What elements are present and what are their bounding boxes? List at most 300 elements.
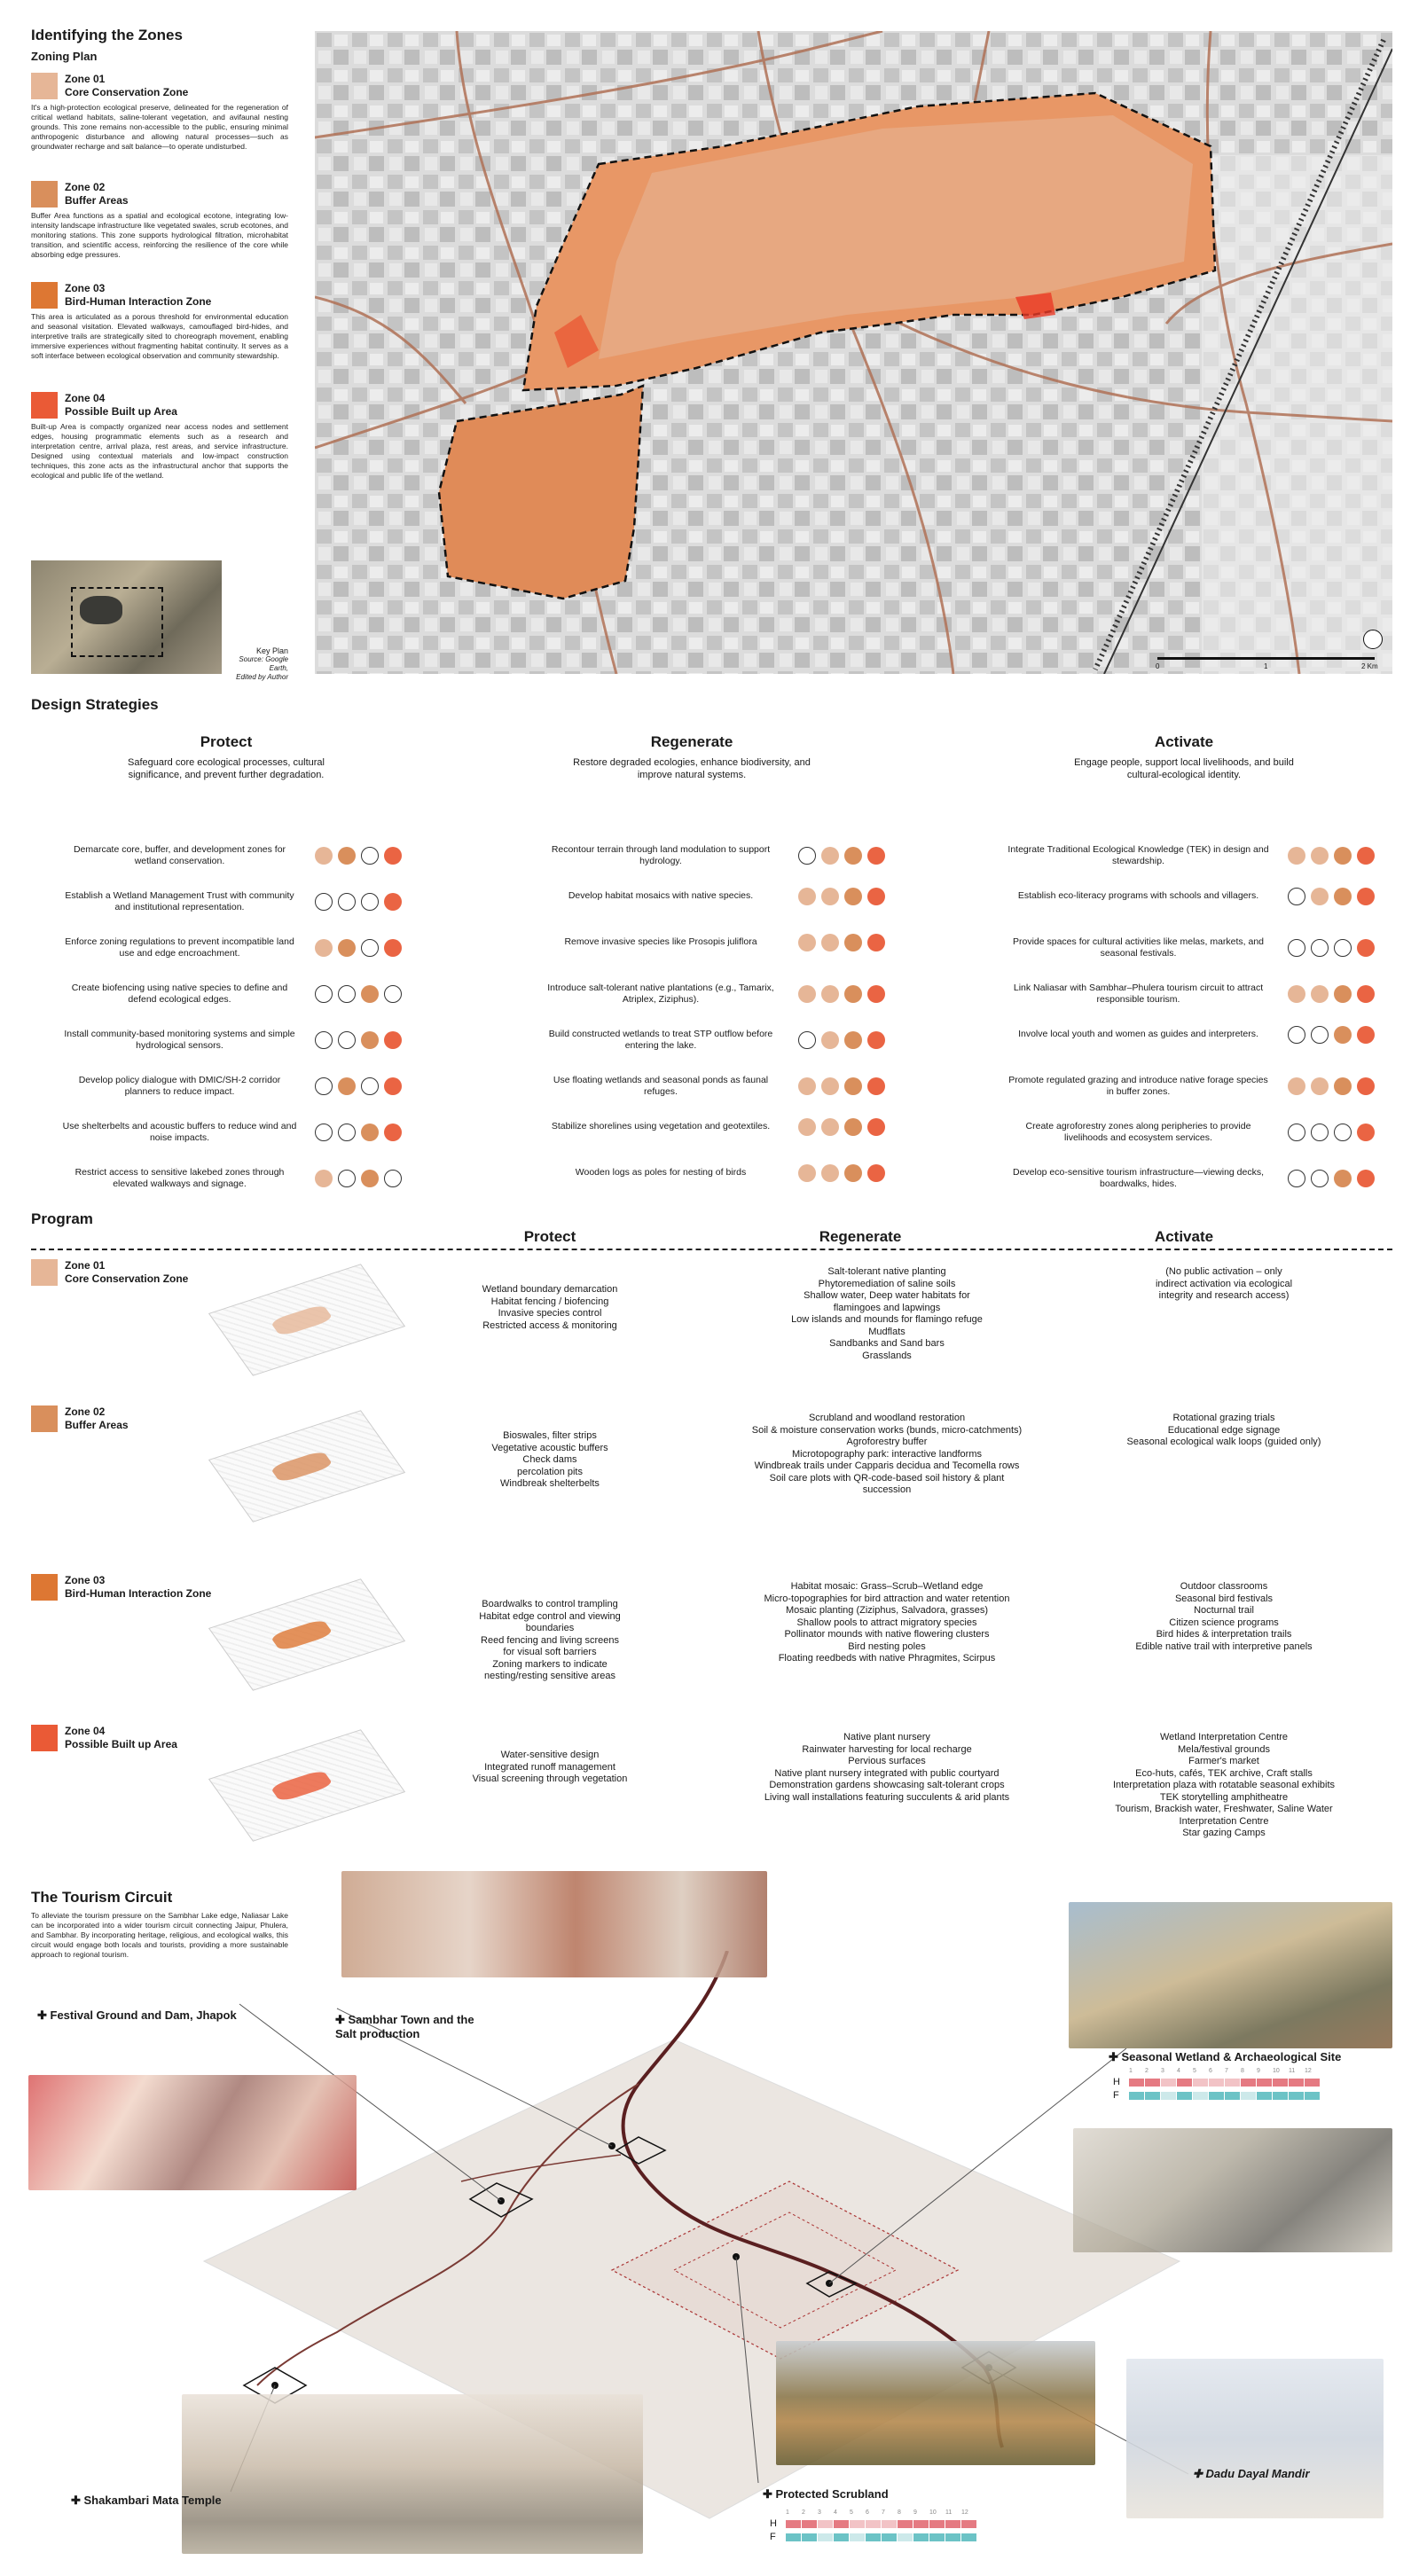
scale-label-2: 2 Km bbox=[1361, 662, 1378, 670]
priority-dot bbox=[1288, 1026, 1305, 1044]
hf-cell bbox=[1257, 2079, 1272, 2087]
priority-dots bbox=[798, 1031, 885, 1049]
priority-dots bbox=[798, 1077, 885, 1095]
program-zone-row bbox=[31, 1574, 1392, 1707]
priority-dot bbox=[1357, 888, 1375, 905]
hf-row-label: F bbox=[1113, 2090, 1119, 2101]
hf-cell bbox=[961, 2533, 976, 2541]
hf-cell bbox=[1145, 2092, 1160, 2100]
hf-cell bbox=[1209, 2092, 1224, 2100]
priority-dot bbox=[361, 939, 379, 957]
callout-festival: ✚ Festival Ground and Dam, Jhapok bbox=[37, 2008, 237, 2022]
tourism-desc: To alleviate the tourism pressure on the Sambhar Lake edge, Naliasar Lake can be incorporated into a wider tourism circuit connecting Jaipur, Phulera, and Sambhar. By incorporating heritage, religious, and ecological walks, this circuit would engage both locals and tourists, providing a more sustainable approach to regional tourism. bbox=[31, 1911, 288, 1959]
priority-dot bbox=[361, 1077, 379, 1095]
strategy-row bbox=[1007, 1029, 1385, 1040]
month-label: 2 bbox=[1145, 2068, 1149, 2074]
priority-dot bbox=[1357, 939, 1375, 957]
zoning-map-svg bbox=[315, 31, 1392, 674]
priority-dots bbox=[315, 939, 402, 957]
strategy-text: Promote regulated grazing and introduce native forage species in buffer zones. bbox=[1008, 1075, 1268, 1097]
priority-dot bbox=[315, 1031, 333, 1049]
priority-dot bbox=[867, 1031, 885, 1049]
priority-dot bbox=[798, 985, 816, 1003]
priority-dots bbox=[798, 888, 885, 905]
strategy-row bbox=[62, 890, 412, 913]
strategy-row bbox=[541, 1029, 896, 1052]
hf-cell bbox=[1177, 2079, 1192, 2087]
strategy-text: Build constructed wetlands to treat STP outflow before entering the lake. bbox=[548, 1029, 773, 1051]
priority-dots bbox=[798, 847, 885, 865]
priority-dot bbox=[798, 1118, 816, 1136]
hf-cell bbox=[818, 2533, 833, 2541]
priority-dot bbox=[315, 939, 333, 957]
month-label: 12 bbox=[1305, 2068, 1312, 2074]
hf-cell bbox=[1241, 2092, 1256, 2100]
priority-dot bbox=[821, 1118, 839, 1136]
priority-dot bbox=[798, 934, 816, 951]
photo-seasonal-wetland bbox=[1069, 1902, 1392, 2048]
priority-dot bbox=[384, 1031, 402, 1049]
priority-dot bbox=[315, 847, 333, 865]
hf-cell bbox=[1305, 2079, 1320, 2087]
zone-swatch bbox=[31, 1405, 58, 1432]
priority-dot bbox=[844, 888, 862, 905]
priority-dot bbox=[867, 1077, 885, 1095]
priority-dot bbox=[798, 1031, 816, 1049]
strategy-row bbox=[62, 983, 412, 1006]
month-label: 9 bbox=[1257, 2068, 1260, 2074]
hf-cell bbox=[786, 2520, 801, 2528]
priority-dot bbox=[338, 1170, 356, 1187]
priority-dot bbox=[1334, 888, 1352, 905]
priority-dot bbox=[821, 847, 839, 865]
priority-dot bbox=[1357, 985, 1375, 1003]
key-plan-boundary bbox=[71, 587, 163, 657]
key-plan-edit: Edited by Author bbox=[236, 673, 288, 681]
hf-cell bbox=[786, 2533, 801, 2541]
priority-dot bbox=[844, 1164, 862, 1182]
priority-dots bbox=[315, 1031, 402, 1049]
strategy-col-sub: Restore degraded ecologies, enhance biodiversity, and improve natural systems. bbox=[573, 757, 811, 780]
month-label: 3 bbox=[818, 2509, 821, 2516]
hf-cell bbox=[834, 2520, 849, 2528]
zone-description: It's a high-protection ecological preserve, delineated for the regeneration of critical wetland habitats, saline-tolerant vegetation, and avifaunal nesting grounds. This zone remains non-accessible to the public, ensuring minimal anthropogenic disturbance and allowing natural processes—such as groundwater recharge and salt balance—to operate undisturbed. bbox=[31, 103, 288, 151]
hf-row-label: H bbox=[770, 2518, 777, 2529]
strategy-text: Enforce zoning regulations to prevent incompatible land use and edge encroachment. bbox=[65, 936, 294, 959]
hf-cell bbox=[913, 2520, 929, 2528]
month-label: 1 bbox=[1129, 2068, 1133, 2074]
priority-dot bbox=[338, 1077, 356, 1095]
program-protect-text: Wetland boundary demarcation Habitat fencing / biofencing Invasive species control Restricted access & monitoring bbox=[482, 1284, 618, 1331]
hf-cell bbox=[1193, 2079, 1208, 2087]
zone-swatch bbox=[31, 1725, 58, 1751]
priority-dot bbox=[867, 1164, 885, 1182]
month-label: 8 bbox=[898, 2509, 901, 2516]
priority-dot bbox=[384, 893, 402, 911]
photo-shakambari bbox=[182, 2394, 643, 2554]
priority-dot bbox=[1311, 1077, 1329, 1095]
priority-dot bbox=[361, 1170, 379, 1187]
hf-cell bbox=[850, 2520, 865, 2528]
priority-dot bbox=[798, 1077, 816, 1095]
program-title: Program bbox=[31, 1210, 93, 1227]
hf-cell bbox=[1225, 2092, 1240, 2100]
callout-sambhar-label: Sambhar Town and the Salt production bbox=[335, 2013, 474, 2040]
program-activate-text: Rotational grazing trials Educational edge signage Seasonal ecological walk loops (guided only) bbox=[1126, 1413, 1321, 1447]
program-regenerate-text: Native plant nursery Rainwater harvesting for local recharge Pervious surfaces Native plant nursery integrated with public courtyard Demonstration gardens showcasing salt-tolerant crops Living wall installations featuring succulents & arid plants bbox=[764, 1732, 1010, 1803]
priority-dot bbox=[1311, 939, 1329, 957]
strategy-text: Integrate Traditional Ecological Knowledge (TEK) in design and stewardship. bbox=[1007, 844, 1269, 866]
priority-dot bbox=[1288, 985, 1305, 1003]
zone-swatch bbox=[31, 1259, 58, 1286]
priority-dot bbox=[1334, 847, 1352, 865]
priority-dot bbox=[821, 888, 839, 905]
priority-dot bbox=[1357, 1026, 1375, 1044]
key-plan-caption bbox=[226, 646, 288, 682]
zone-iso-map bbox=[208, 1729, 405, 1842]
hf-cell bbox=[1129, 2092, 1144, 2100]
priority-dot bbox=[384, 1077, 402, 1095]
priority-dot bbox=[821, 1031, 839, 1049]
callout-seasonal: ✚ Seasonal Wetland & Archaeological Site bbox=[1109, 2050, 1342, 2063]
hf-cell bbox=[1305, 2092, 1320, 2100]
photo-scrubland bbox=[776, 2341, 1095, 2465]
tourism-title: The Tourism Circuit bbox=[31, 1889, 173, 1906]
priority-dots bbox=[1288, 1124, 1375, 1141]
program-protect-text: Water-sensitive design Integrated runoff management Visual screening through vegetation bbox=[472, 1750, 628, 1784]
priority-dot bbox=[338, 939, 356, 957]
zone-description: Buffer Area functions as a spatial and ecological ecotone, integrating low-intensity landscape infrastructure like vegetated swales, scrub ecotones, and monitoring stations. This zone supports hydrological filtration, microhabitat transition, and scientific access, reinforcing the resilience of the core while absorbing edge pressures. bbox=[31, 211, 288, 259]
strategy-col-head: Activate bbox=[1154, 733, 1214, 750]
strategy-row bbox=[62, 1167, 412, 1190]
priority-dot bbox=[361, 1031, 379, 1049]
month-label: 5 bbox=[850, 2509, 853, 2516]
strategy-text: Install community-based monitoring systems and simple hydrological sensors. bbox=[64, 1029, 295, 1051]
strategy-row bbox=[62, 844, 412, 867]
priority-dot bbox=[798, 847, 816, 865]
priority-dot bbox=[361, 985, 379, 1003]
month-label: 10 bbox=[1273, 2068, 1280, 2074]
zone-name: Bird-Human Interaction Zone bbox=[65, 1587, 212, 1600]
priority-dot bbox=[844, 1077, 862, 1095]
strategy-text: Establish a Wetland Management Trust with community and institutional representation. bbox=[65, 890, 294, 912]
priority-dots bbox=[798, 985, 885, 1003]
strategy-row bbox=[541, 1075, 896, 1098]
priority-dots bbox=[1288, 1170, 1375, 1187]
program-protect-text: Boardwalks to control trampling Habitat edge control and viewing boundaries Reed fencing and living screens for visual soft barriers Zoning markers to indicate nesting/resting sensitive areas bbox=[479, 1599, 621, 1681]
priority-dot bbox=[384, 939, 402, 957]
priority-dots bbox=[798, 1164, 885, 1182]
hf-cell bbox=[1225, 2079, 1240, 2087]
strategy-text: Develop eco-sensitive tourism infrastructure—viewing decks, boardwalks, hides. bbox=[1012, 1167, 1265, 1189]
priority-dot bbox=[798, 888, 816, 905]
program-activate-text: Wetland Interpretation Centre Mela/festival grounds Farmer's market Eco-huts, cafés, TEK archive, Craft stalls Interpretation plaza with rotatable seasonal exhibits TEK storytelling amphitheatre Tourism, Brackish water, Freshwater, Saline Water Interpretation Centre Star gazing Camps bbox=[1112, 1732, 1336, 1838]
zone-iso-map bbox=[208, 1410, 405, 1523]
priority-dot bbox=[1288, 939, 1305, 957]
priority-dots bbox=[315, 1124, 402, 1141]
hf-cell bbox=[961, 2520, 976, 2528]
zone-iso-highlight bbox=[270, 1304, 334, 1336]
strategy-text: Establish eco-literacy programs with schools and villagers. bbox=[1017, 890, 1259, 901]
program-activate-text: (No public activation – only indirect activation via ecological integrity and research access) bbox=[1155, 1266, 1293, 1301]
priority-dot bbox=[338, 1124, 356, 1141]
month-label: 6 bbox=[1209, 2068, 1212, 2074]
program-zone-row bbox=[31, 1725, 1392, 1858]
strategy-text: Provide spaces for cultural activities like melas, markets, and seasonal festivals. bbox=[1012, 936, 1265, 959]
priority-dots bbox=[1288, 1026, 1375, 1044]
zone-number: Zone 04 bbox=[65, 1725, 106, 1737]
month-label: 9 bbox=[913, 2509, 917, 2516]
strategy-row bbox=[541, 844, 896, 867]
priority-dots bbox=[1288, 847, 1375, 865]
priority-dot bbox=[361, 893, 379, 911]
zone-name: Core Conservation Zone bbox=[65, 86, 189, 98]
month-label: 7 bbox=[1225, 2068, 1228, 2074]
hf-cell bbox=[818, 2520, 833, 2528]
hf-calendar-seasonal bbox=[1113, 2068, 1321, 2101]
zoning-subtitle: Zoning Plan bbox=[31, 50, 98, 63]
priority-dot bbox=[1334, 1124, 1352, 1141]
strategy-text: Involve local youth and women as guides and interpreters. bbox=[1018, 1029, 1258, 1039]
priority-dot bbox=[361, 847, 379, 865]
strategy-row bbox=[1007, 936, 1385, 959]
callout-scrub-label: Protected Scrubland bbox=[775, 2487, 889, 2501]
strategy-text: Remove invasive species like Prosopis juliflora bbox=[564, 936, 757, 947]
program-divider bbox=[31, 1249, 1392, 1250]
month-label: 3 bbox=[1161, 2068, 1164, 2074]
priority-dot bbox=[1288, 1124, 1305, 1141]
strategy-row bbox=[541, 1121, 896, 1132]
strategy-text: Create biofencing using native species to define and defend ecological edges. bbox=[71, 983, 288, 1005]
zone-swatch bbox=[31, 1574, 58, 1601]
hf-cell bbox=[866, 2520, 881, 2528]
priority-dots bbox=[315, 847, 402, 865]
month-label: 12 bbox=[961, 2509, 968, 2516]
priority-dot bbox=[867, 934, 885, 951]
priority-dot bbox=[1357, 1077, 1375, 1095]
priority-dot bbox=[338, 893, 356, 911]
hf-cell bbox=[882, 2533, 897, 2541]
hf-cell bbox=[929, 2533, 945, 2541]
priority-dot bbox=[867, 888, 885, 905]
hf-cell bbox=[1209, 2079, 1224, 2087]
month-label: 8 bbox=[1241, 2068, 1244, 2074]
priority-dots bbox=[1288, 888, 1375, 905]
zone-number: Zone 03 bbox=[65, 1574, 106, 1586]
strategy-row bbox=[1007, 1121, 1385, 1144]
priority-dot bbox=[821, 934, 839, 951]
photo-festival bbox=[28, 2075, 357, 2190]
strategy-row bbox=[541, 1167, 896, 1178]
hf-cell bbox=[898, 2533, 913, 2541]
zone-description: This area is articulated as a porous threshold for environmental education and seasonal visitation. Elevated walkways, camouflaged bird-hides, and interpretive trails are strategically sited to choreograph movement, enabling immersive experiences without fragmenting habitat continuity. It serves as a soft interface between ecological observation and community stewardship. bbox=[31, 312, 288, 360]
strategies-title: Design Strategies bbox=[31, 696, 159, 713]
callout-dadu: ✚ Dadu Dayal Mandir bbox=[1193, 2467, 1310, 2480]
callout-shakambari: ✚ Shakambari Mata Temple bbox=[71, 2494, 222, 2507]
zone-number: Zone 01 bbox=[65, 73, 106, 85]
strategy-row bbox=[62, 1075, 412, 1098]
priority-dot bbox=[315, 1077, 333, 1095]
strategy-col-sub: Engage people, support local livelihoods, and build cultural-ecological identity. bbox=[1074, 757, 1294, 780]
month-label: 1 bbox=[786, 2509, 789, 2516]
zone-legend-item bbox=[31, 392, 288, 481]
month-label: 7 bbox=[882, 2509, 885, 2516]
strategy-row bbox=[1007, 844, 1385, 867]
callout-shakambari-label: Shakambari Mata Temple bbox=[83, 2494, 222, 2507]
priority-dot bbox=[867, 985, 885, 1003]
priority-dots bbox=[315, 893, 402, 911]
priority-dot bbox=[1311, 888, 1329, 905]
zone-name: Possible Built up Area bbox=[65, 405, 177, 418]
hf-cell bbox=[1129, 2079, 1144, 2087]
month-label: 4 bbox=[834, 2509, 837, 2516]
hf-cell bbox=[882, 2520, 897, 2528]
hf-cell bbox=[1193, 2092, 1208, 2100]
hf-cell bbox=[898, 2520, 913, 2528]
month-label: 11 bbox=[945, 2509, 953, 2516]
priority-dot bbox=[867, 1118, 885, 1136]
photo-sambhar-town bbox=[341, 1871, 767, 1977]
priority-dot bbox=[361, 1124, 379, 1141]
priority-dots bbox=[1288, 1077, 1375, 1095]
zoning-map[interactable] bbox=[315, 31, 1392, 674]
hf-cell bbox=[929, 2520, 945, 2528]
priority-dot bbox=[821, 985, 839, 1003]
strategy-text: Develop policy dialogue with DMIC/SH-2 corridor planners to reduce impact. bbox=[78, 1075, 281, 1097]
month-label: 11 bbox=[1289, 2068, 1296, 2074]
zone-swatch bbox=[31, 282, 58, 309]
priority-dot bbox=[1334, 939, 1352, 957]
zone-description: Built-up Area is compactly organized near access nodes and settlement edges, housing programmatic elements such as a research and interpretation centre, arrival plaza, rest areas, and service infrastructure. Designed using contextual materials and low-impact construction techniques, this zone acts as the infrastructural anchor that supports the ecological and public life of the wetland. bbox=[31, 422, 288, 480]
priority-dot bbox=[1357, 1170, 1375, 1187]
priority-dot bbox=[1288, 1077, 1305, 1095]
strategy-text: Wooden logs as poles for nesting of birds bbox=[575, 1167, 747, 1178]
month-label: 6 bbox=[866, 2509, 869, 2516]
hf-cell bbox=[1177, 2092, 1192, 2100]
priority-dots bbox=[1288, 985, 1375, 1003]
program-regenerate-text: Scrubland and woodland restoration Soil & moisture conservation works (bunds, micro-catchments) Agroforestry buffer Microtopography park: interactive landforms Windbreak trails under Capparis decidua and Tecomella rows Soil care plots with QR-code-based soil history & plant succession bbox=[751, 1413, 1023, 1495]
priority-dots bbox=[315, 1077, 402, 1095]
key-plan-source: Source: Google Earth, bbox=[239, 655, 288, 672]
strategy-text: Use shelterbelts and acoustic buffers to reduce wind and noise impacts. bbox=[62, 1121, 297, 1143]
callout-seasonal-label: Seasonal Wetland & Archaeological Site bbox=[1121, 2050, 1342, 2063]
priority-dot bbox=[844, 847, 862, 865]
hf-cell bbox=[834, 2533, 849, 2541]
program-head-activate: Activate bbox=[1154, 1228, 1214, 1245]
callout-dadu-label: Dadu Dayal Mandir bbox=[1205, 2467, 1310, 2480]
hf-cell bbox=[945, 2533, 960, 2541]
strategy-text: Demarcate core, buffer, and development zones for wetland conservation. bbox=[73, 844, 286, 866]
hf-cell bbox=[1289, 2092, 1304, 2100]
hf-cell bbox=[1161, 2092, 1176, 2100]
strategy-row bbox=[1007, 1075, 1385, 1098]
priority-dots bbox=[315, 1170, 402, 1187]
priority-dot bbox=[384, 985, 402, 1003]
priority-dot bbox=[844, 934, 862, 951]
month-label: 4 bbox=[1177, 2068, 1180, 2074]
priority-dot bbox=[1288, 1170, 1305, 1187]
callout-festival-label: Festival Ground and Dam, Jhapok bbox=[50, 2008, 237, 2022]
strategy-row bbox=[62, 1029, 412, 1052]
photo-dadu-mandir bbox=[1126, 2359, 1384, 2518]
month-label: 2 bbox=[802, 2509, 805, 2516]
priority-dot bbox=[384, 847, 402, 865]
program-activate-text: Outdoor classrooms Seasonal bird festivals Nocturnal trail Citizen science programs Bird hides & interpretation trails Edible native trail with interpretive panels bbox=[1135, 1581, 1313, 1652]
priority-dot bbox=[798, 1164, 816, 1182]
zone-swatch bbox=[31, 73, 58, 99]
priority-dot bbox=[1357, 847, 1375, 865]
strategy-row bbox=[541, 890, 896, 902]
priority-dot bbox=[844, 1118, 862, 1136]
zone-iso-map bbox=[208, 1578, 405, 1691]
strategy-text: Stabilize shorelines using vegetation and geotextiles. bbox=[551, 1121, 771, 1131]
hf-cell bbox=[1273, 2079, 1288, 2087]
strategy-col-head: Protect bbox=[200, 733, 253, 750]
hf-cell bbox=[866, 2533, 881, 2541]
zone-name: Buffer Areas bbox=[65, 1419, 129, 1431]
program-zone-row bbox=[31, 1405, 1392, 1539]
priority-dot bbox=[821, 1077, 839, 1095]
hf-cell bbox=[1257, 2092, 1272, 2100]
hf-cell bbox=[850, 2533, 865, 2541]
strategy-row bbox=[1007, 890, 1385, 902]
priority-dots bbox=[798, 934, 885, 951]
strategy-col-head: Regenerate bbox=[650, 733, 733, 750]
priority-dots bbox=[315, 985, 402, 1003]
zone-iso-highlight bbox=[270, 1769, 334, 1802]
program-regenerate-text: Habitat mosaic: Grass–Scrub–Wetland edge Micro-topographies for bird attraction and water retention Mosaic planting (Ziziphus, Salvadora, grasses) Shallow pools to attract migratory species Pollinator mounds with native flowering clusters Bird nesting poles Floating reedbeds with native Phragmites, Scirpus bbox=[764, 1581, 1010, 1664]
priority-dot bbox=[1311, 847, 1329, 865]
priority-dot bbox=[338, 1031, 356, 1049]
priority-dot bbox=[315, 1170, 333, 1187]
strategy-row bbox=[62, 1121, 412, 1144]
hf-cell bbox=[1289, 2079, 1304, 2087]
strategy-row bbox=[541, 936, 896, 948]
priority-dot bbox=[1311, 1124, 1329, 1141]
strategy-row bbox=[62, 936, 412, 959]
priority-dot bbox=[338, 985, 356, 1003]
hf-cell bbox=[802, 2520, 817, 2528]
priority-dot bbox=[384, 1124, 402, 1141]
hf-calendar-scrub bbox=[770, 2509, 977, 2542]
priority-dot bbox=[1288, 888, 1305, 905]
zone-number: Zone 02 bbox=[65, 1405, 106, 1418]
priority-dot bbox=[315, 985, 333, 1003]
month-label: 5 bbox=[1193, 2068, 1196, 2074]
zone-legend-item bbox=[31, 73, 288, 152]
hf-cell bbox=[1161, 2079, 1176, 2087]
priority-dots bbox=[1288, 939, 1375, 957]
hf-row-label: H bbox=[1113, 2077, 1120, 2087]
zone-number: Zone 04 bbox=[65, 392, 106, 404]
zone-name: Core Conservation Zone bbox=[65, 1272, 189, 1285]
strategy-text: Link Naliasar with Sambhar–Phulera tourism circuit to attract responsible tourism. bbox=[1013, 983, 1264, 1005]
strategy-text: Restrict access to sensitive lakebed zones through elevated walkways and signage. bbox=[74, 1167, 285, 1189]
tourism-diagram bbox=[0, 1951, 1419, 2572]
zone-iso-highlight bbox=[270, 1618, 334, 1651]
zone-name: Bird-Human Interaction Zone bbox=[65, 295, 212, 308]
priority-dot bbox=[338, 847, 356, 865]
zone-iso-highlight bbox=[270, 1450, 334, 1483]
priority-dot bbox=[1288, 847, 1305, 865]
priority-dot bbox=[1334, 1170, 1352, 1187]
photo-archaeological bbox=[1073, 2128, 1392, 2252]
key-plan-label: Key Plan bbox=[255, 646, 288, 655]
zone-name: Buffer Areas bbox=[65, 194, 129, 207]
zone-number: Zone 01 bbox=[65, 1259, 106, 1272]
zoning-title: Identifying the Zones bbox=[31, 27, 183, 43]
priority-dot bbox=[1334, 1026, 1352, 1044]
